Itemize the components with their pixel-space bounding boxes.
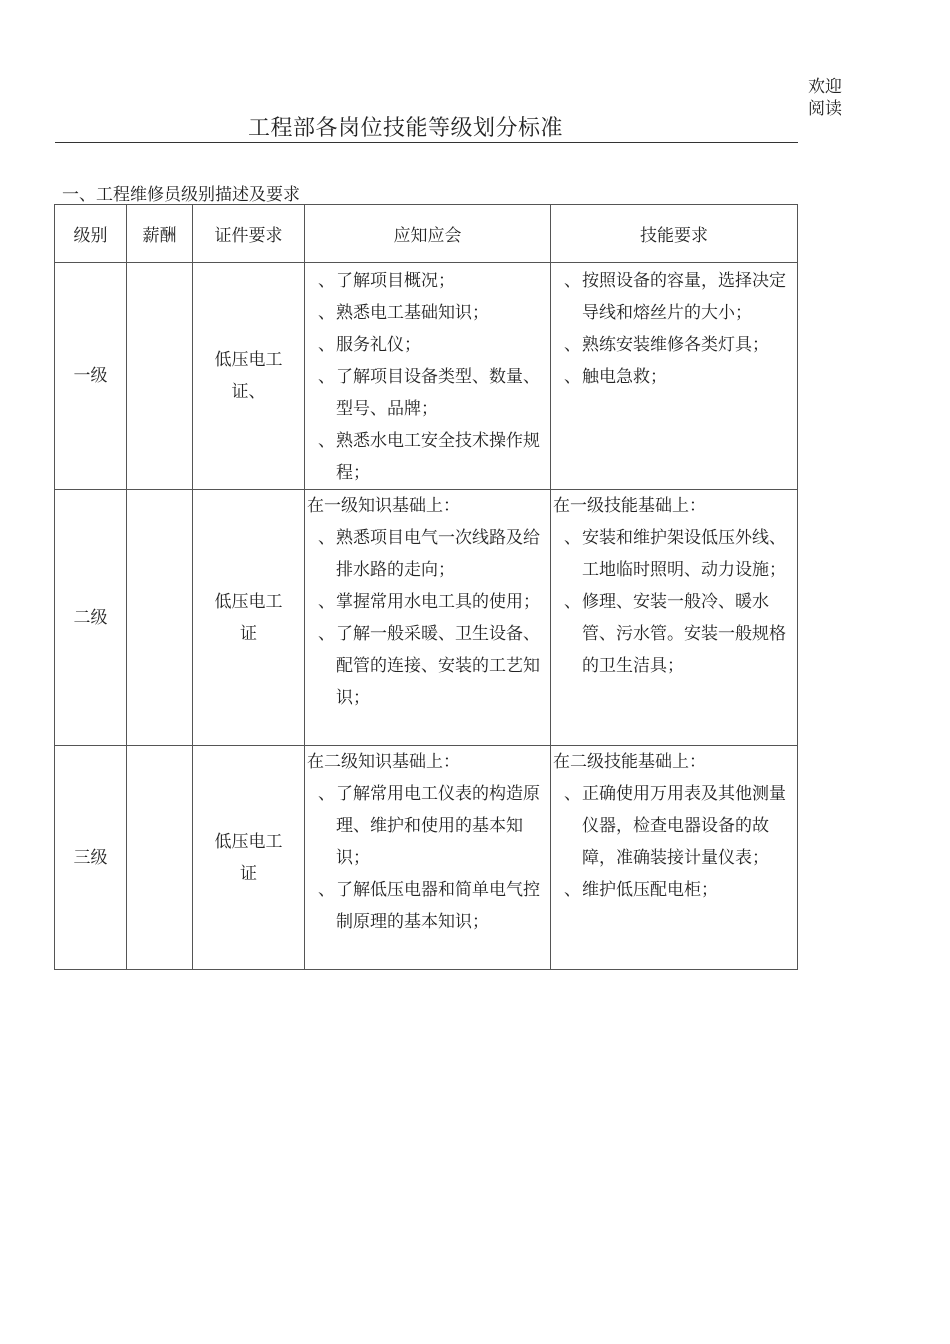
skills-intro: 在二级技能基础上： (553, 752, 706, 772)
table-row (55, 746, 798, 970)
certificate-line: 证 (240, 863, 257, 884)
header-skills: 技能要求 (551, 205, 798, 263)
corner-note-line: 欢迎 (808, 77, 842, 97)
list-item: 、 修理、安装一般冷、暖水管、污水管。安装一般规格的卫生洁具； (564, 592, 786, 676)
skills-cell (551, 746, 798, 970)
knowledge-item-text: 熟悉水电工安全技术操作规程； (336, 431, 540, 483)
skill-item-text: 修理、安装一般冷、暖水管、污水管。安装一般规格的卫生洁具； (582, 592, 786, 676)
knowledge-item-text: 了解项目设备类型、数量、型号、品牌； (336, 367, 540, 419)
corner-note (808, 76, 842, 120)
skills-cell (551, 263, 798, 490)
certificate-cell (193, 746, 305, 970)
list-item: 、 按照设备的容量，选择决定导线和熔丝片的大小； (564, 271, 786, 323)
knowledge-item-text: 了解常用电工仪表的构造原理、维护和使用的基本知识； (336, 784, 540, 868)
list-item: 、 正确使用万用表及其他测量仪器，检查电器设备的故障，准确装接计量仪表； (564, 784, 786, 868)
table-row (55, 263, 798, 490)
skill-item-text: 熟练安装维修各类灯具； (582, 335, 769, 355)
skill-item-text: 安装和维护架设低压外线、工地临时照明、动力设施； (582, 528, 786, 580)
list-item: 、 维护低压配电柜； (564, 880, 718, 900)
salary-cell (127, 263, 193, 490)
list-item: 、 了解一般采暖、卫生设备、配管的连接、安装的工艺知识； (318, 624, 540, 708)
header-salary: 薪酬 (127, 205, 193, 263)
salary-cell (127, 746, 193, 970)
knowledge-item-text: 服务礼仪； (336, 335, 421, 355)
table-header-row (55, 205, 798, 263)
skill-item-text: 正确使用万用表及其他测量仪器，检查电器设备的故障，准确装接计量仪表； (582, 784, 786, 868)
certificate-cell (193, 490, 305, 746)
list-item: 、 了解项目设备类型、数量、型号、品牌； (318, 367, 540, 419)
list-item: 、 熟练安装维修各类灯具； (564, 335, 769, 355)
knowledge-cell (305, 263, 551, 490)
certificate-line: 证、 (231, 382, 266, 402)
skill-item-text: 触电急救； (582, 367, 667, 387)
list-item: 、 服务礼仪； (318, 335, 421, 355)
header-knowledge: 应知应会 (305, 205, 551, 263)
skill-item-text: 按照设备的容量，选择决定导线和熔丝片的大小； (582, 271, 786, 323)
knowledge-item-text: 了解一般采暖、卫生设备、配管的连接、安装的工艺知识； (336, 624, 540, 708)
level-cell: 三级 (55, 746, 127, 970)
section-heading: 一、工程维修员级别描述及要求 (62, 185, 300, 205)
list-item: 、 触电急救； (564, 367, 667, 387)
list-item: 、 熟悉项目电气一次线路及给排水路的走向； (318, 528, 540, 580)
level-cell: 一级 (55, 263, 127, 490)
list-item: 、 熟悉水电工安全技术操作规程； (318, 431, 540, 483)
list-item: 、 了解常用电工仪表的构造原理、维护和使用的基本知识； (318, 784, 540, 868)
skills-intro: 在一级技能基础上： (553, 496, 706, 516)
knowledge-item-text: 熟悉项目电气一次线路及给排水路的走向； (336, 528, 540, 580)
skills-cell (551, 490, 798, 746)
skill-item-text: 维护低压配电柜； (582, 880, 718, 900)
certificate-line: 低压电工 (214, 831, 283, 852)
certificate-line: 证 (240, 623, 257, 644)
knowledge-item-text: 掌握常用水电工具的使用； (336, 592, 540, 612)
knowledge-intro: 在一级知识基础上： (307, 496, 460, 516)
knowledge-item-text: 熟悉电工基础知识； (336, 303, 489, 323)
salary-cell (127, 490, 193, 746)
knowledge-intro: 在二级知识基础上： (307, 752, 460, 772)
knowledge-cell (305, 490, 551, 746)
list-item: 、 掌握常用水电工具的使用； (318, 592, 540, 612)
list-item: 、 了解低压电器和简单电气控制原理的基本知识； (318, 880, 540, 932)
knowledge-item-text: 了解项目概况； (336, 271, 455, 291)
header-level: 级别 (55, 205, 127, 263)
certificate-line: 低压电工 (214, 591, 283, 612)
knowledge-cell (305, 746, 551, 970)
certificate-cell (193, 263, 305, 490)
table-row (55, 490, 798, 746)
page-title: 工程部各岗位技能等级划分标准 (248, 116, 564, 141)
header-certificate: 证件要求 (193, 205, 305, 263)
level-cell: 二级 (55, 490, 127, 746)
list-item: 、 熟悉电工基础知识； (318, 303, 489, 323)
knowledge-item-text: 了解低压电器和简单电气控制原理的基本知识； (336, 880, 540, 932)
list-item: 、 安装和维护架设低压外线、工地临时照明、动力设施； (564, 528, 786, 580)
page-title-block (55, 116, 798, 143)
corner-note-line: 阅读 (808, 99, 842, 119)
certificate-line: 低压电工 (214, 350, 283, 370)
list-item: 、 了解项目概况； (318, 271, 455, 291)
skill-level-table (54, 204, 798, 970)
